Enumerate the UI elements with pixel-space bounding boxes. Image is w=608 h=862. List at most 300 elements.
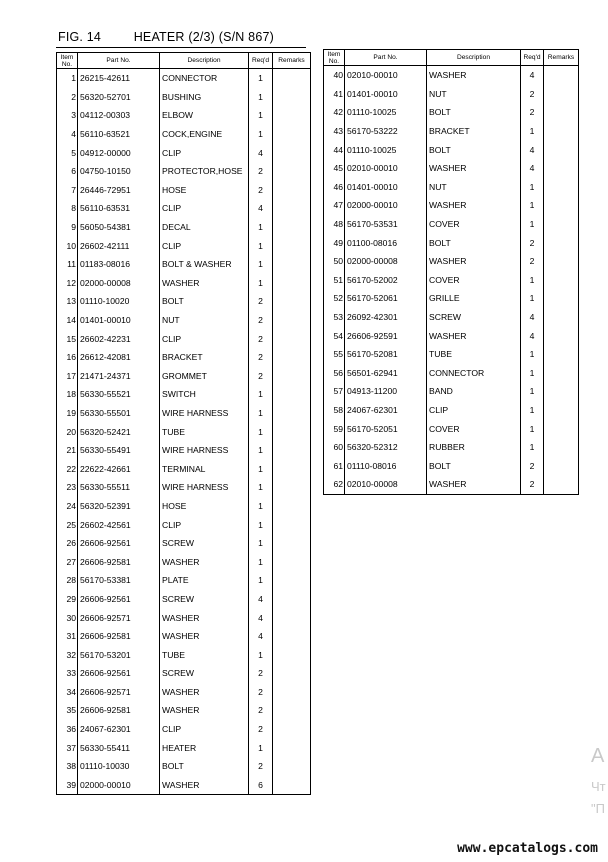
quantity-required: 1 (521, 438, 544, 457)
quantity-required: 1 (249, 218, 273, 237)
item-number: 7 (57, 181, 78, 200)
item-number: 30 (57, 608, 78, 627)
table-row (57, 459, 311, 478)
remarks-cell (273, 664, 311, 683)
item-number: 52 (324, 289, 345, 308)
part-number: 26446-72951 (78, 181, 160, 200)
table-row (57, 274, 311, 293)
item-number: 10 (57, 236, 78, 255)
table-header-row (324, 50, 579, 66)
table-row (324, 345, 579, 364)
part-description: BUSHING (160, 88, 249, 107)
table-row (57, 88, 311, 107)
item-number: 24 (57, 497, 78, 516)
remarks-cell (273, 143, 311, 162)
part-number: 01110-10025 (345, 140, 427, 159)
remarks-cell (273, 367, 311, 386)
watermark-text: Чт (591, 779, 606, 794)
item-number: 3 (57, 106, 78, 125)
part-number: 21471-24371 (78, 367, 160, 386)
remarks-cell (273, 683, 311, 702)
quantity-required: 2 (249, 162, 273, 181)
part-number: 56330-55491 (78, 441, 160, 460)
table-row (57, 478, 311, 497)
remarks-cell (544, 401, 579, 420)
table-row (324, 252, 579, 271)
part-description: COVER (427, 271, 521, 290)
quantity-required: 2 (249, 701, 273, 720)
part-number: 04112-00303 (78, 106, 160, 125)
quantity-required: 1 (249, 274, 273, 293)
remarks-cell (273, 385, 311, 404)
quantity-required: 2 (249, 181, 273, 200)
remarks-cell (544, 233, 579, 252)
part-description: TUBE (427, 345, 521, 364)
part-description: GROMMET (160, 367, 249, 386)
remarks-cell (544, 308, 579, 327)
part-description: WASHER (160, 683, 249, 702)
table-row (57, 701, 311, 720)
part-number: 56320-52391 (78, 497, 160, 516)
part-number: 56110-63521 (78, 125, 160, 144)
part-number: 56050-54381 (78, 218, 160, 237)
table-row (57, 738, 311, 757)
part-number: 56170-52051 (345, 419, 427, 438)
part-description: SCREW (427, 308, 521, 327)
item-number: 1 (57, 69, 78, 88)
col-header-remarks: Remarks (273, 53, 311, 69)
part-description: WASHER (427, 66, 521, 85)
item-number: 43 (324, 122, 345, 141)
part-number: 02010-00010 (345, 159, 427, 178)
col-header-reqd: Req'd (521, 50, 544, 66)
remarks-cell (273, 478, 311, 497)
quantity-required: 2 (249, 329, 273, 348)
remarks-cell (544, 345, 579, 364)
part-description: TERMINAL (160, 459, 249, 478)
part-description: BOLT & WASHER (160, 255, 249, 274)
part-description: WASHER (427, 252, 521, 271)
remarks-cell (273, 236, 311, 255)
quantity-required: 4 (249, 608, 273, 627)
quantity-required: 1 (249, 125, 273, 144)
part-number: 04912-00000 (78, 143, 160, 162)
part-description: CLIP (160, 236, 249, 255)
part-description: BOLT (160, 757, 249, 776)
quantity-required: 1 (521, 382, 544, 401)
remarks-cell (273, 255, 311, 274)
part-number: 56320-52312 (345, 438, 427, 457)
table-row (57, 348, 311, 367)
part-description: WASHER (427, 475, 521, 494)
item-number: 26 (57, 534, 78, 553)
part-number: 26602-42561 (78, 515, 160, 534)
footer-website-link[interactable]: www.epcatalogs.com (457, 841, 598, 856)
part-description: WASHER (427, 196, 521, 215)
remarks-cell (544, 178, 579, 197)
part-number: 56170-52061 (345, 289, 427, 308)
part-number: 26602-42111 (78, 236, 160, 255)
part-number: 56330-55411 (78, 738, 160, 757)
part-number: 26606-92591 (345, 326, 427, 345)
quantity-required: 1 (249, 404, 273, 423)
item-number: 60 (324, 438, 345, 457)
col-header-reqd: Req'd (249, 53, 273, 69)
item-number: 12 (57, 274, 78, 293)
part-number: 26606-92561 (78, 534, 160, 553)
quantity-required: 1 (249, 478, 273, 497)
part-description: BRACKET (427, 122, 521, 141)
quantity-required: 2 (249, 348, 273, 367)
remarks-cell (273, 608, 311, 627)
part-number: 01401-00010 (345, 85, 427, 104)
remarks-cell (273, 218, 311, 237)
remarks-cell (273, 627, 311, 646)
remarks-cell (273, 125, 311, 144)
part-number: 56330-55501 (78, 404, 160, 423)
part-description: WIRE HARNESS (160, 478, 249, 497)
part-description: ELBOW (160, 106, 249, 125)
table-row (324, 196, 579, 215)
table-row (57, 162, 311, 181)
parts-table-left (56, 52, 311, 795)
remarks-cell (273, 552, 311, 571)
item-number: 16 (57, 348, 78, 367)
quantity-required: 1 (249, 422, 273, 441)
part-description: WASHER (160, 627, 249, 646)
quantity-required: 1 (521, 364, 544, 383)
table-row (324, 289, 579, 308)
page-header (58, 30, 274, 44)
quantity-required: 6 (249, 776, 273, 795)
part-number: 01183-08016 (78, 255, 160, 274)
part-description: WASHER (160, 274, 249, 293)
item-number: 58 (324, 401, 345, 420)
part-number: 01401-00010 (345, 178, 427, 197)
quantity-required: 1 (249, 255, 273, 274)
item-number: 38 (57, 757, 78, 776)
table-row (324, 308, 579, 327)
remarks-cell (273, 329, 311, 348)
table-row (57, 311, 311, 330)
table-row (324, 382, 579, 401)
item-number: 14 (57, 311, 78, 330)
part-number: 56320-52421 (78, 422, 160, 441)
table-row (324, 85, 579, 104)
part-description: CLIP (427, 401, 521, 420)
part-description: CLIP (160, 515, 249, 534)
item-number: 39 (57, 776, 78, 795)
part-number: 01110-08016 (345, 456, 427, 475)
part-number: 26606-92581 (78, 627, 160, 646)
remarks-cell (544, 85, 579, 104)
col-header-part-no: Part No. (78, 53, 160, 69)
part-number: 02000-00008 (78, 274, 160, 293)
table-row (57, 255, 311, 274)
item-number: 55 (324, 345, 345, 364)
table-row (57, 534, 311, 553)
table-row (57, 683, 311, 702)
part-description: COCK,ENGINE (160, 125, 249, 144)
parts-table-right-body (324, 66, 579, 495)
col-header-description: Description (427, 50, 521, 66)
quantity-required: 2 (521, 475, 544, 494)
remarks-cell (544, 140, 579, 159)
quantity-required: 1 (249, 571, 273, 590)
table-row (324, 364, 579, 383)
quantity-required: 4 (521, 159, 544, 178)
quantity-required: 2 (249, 720, 273, 739)
table-row (324, 456, 579, 475)
item-number: 57 (324, 382, 345, 401)
quantity-required: 4 (521, 308, 544, 327)
quantity-required: 2 (249, 367, 273, 386)
part-description: WIRE HARNESS (160, 441, 249, 460)
part-description: PLATE (160, 571, 249, 590)
part-description: HOSE (160, 497, 249, 516)
remarks-cell (544, 475, 579, 494)
part-description: NUT (427, 85, 521, 104)
quantity-required: 1 (521, 178, 544, 197)
part-number: 02000-00010 (345, 196, 427, 215)
part-number: 56330-55511 (78, 478, 160, 497)
quantity-required: 2 (521, 252, 544, 271)
item-number: 2 (57, 88, 78, 107)
item-number: 50 (324, 252, 345, 271)
part-number: 56170-53381 (78, 571, 160, 590)
quantity-required: 4 (521, 66, 544, 85)
part-number: 01401-00010 (78, 311, 160, 330)
part-number: 26092-42301 (345, 308, 427, 327)
remarks-cell (544, 103, 579, 122)
item-number: 25 (57, 515, 78, 534)
item-number: 11 (57, 255, 78, 274)
item-number: 18 (57, 385, 78, 404)
table-row (324, 326, 579, 345)
table-row (57, 590, 311, 609)
quantity-required: 1 (521, 271, 544, 290)
remarks-cell (273, 88, 311, 107)
part-description: BRACKET (160, 348, 249, 367)
item-number: 29 (57, 590, 78, 609)
quantity-required: 4 (249, 199, 273, 218)
table-row (324, 215, 579, 234)
remarks-cell (544, 419, 579, 438)
part-description: SWITCH (160, 385, 249, 404)
part-description: CLIP (160, 720, 249, 739)
remarks-cell (273, 199, 311, 218)
part-number: 26606-92571 (78, 683, 160, 702)
part-description: CONNECTOR (427, 364, 521, 383)
part-number: 01100-08016 (345, 233, 427, 252)
item-number: 32 (57, 645, 78, 664)
quantity-required: 2 (521, 233, 544, 252)
table-row (57, 125, 311, 144)
item-number: 17 (57, 367, 78, 386)
table-row (57, 385, 311, 404)
part-number: 26602-42231 (78, 329, 160, 348)
col-header-remarks: Remarks (544, 50, 579, 66)
table-row (57, 776, 311, 795)
part-number: 56110-63531 (78, 199, 160, 218)
quantity-required: 1 (521, 345, 544, 364)
remarks-cell (273, 515, 311, 534)
quantity-required: 1 (521, 419, 544, 438)
remarks-cell (544, 252, 579, 271)
part-description: BOLT (160, 292, 249, 311)
item-number: 51 (324, 271, 345, 290)
quantity-required: 1 (249, 515, 273, 534)
remarks-cell (273, 534, 311, 553)
quantity-required: 1 (249, 69, 273, 88)
remarks-cell (544, 66, 579, 85)
part-description: WASHER (427, 326, 521, 345)
remarks-cell (273, 404, 311, 423)
table-row (324, 438, 579, 457)
remarks-cell (273, 645, 311, 664)
remarks-cell (273, 776, 311, 795)
remarks-cell (273, 162, 311, 181)
part-number: 22622-42661 (78, 459, 160, 478)
item-number: 28 (57, 571, 78, 590)
parts-table-left-body (57, 69, 311, 795)
part-description: NUT (160, 311, 249, 330)
part-description: BAND (427, 382, 521, 401)
quantity-required: 2 (249, 292, 273, 311)
item-number: 48 (324, 215, 345, 234)
item-number: 5 (57, 143, 78, 162)
table-row (324, 140, 579, 159)
part-description: TUBE (160, 422, 249, 441)
item-number: 35 (57, 701, 78, 720)
part-description: BOLT (427, 140, 521, 159)
table-row (324, 401, 579, 420)
part-description: SCREW (160, 590, 249, 609)
quantity-required: 1 (249, 106, 273, 125)
figure-number: FIG. 14 (58, 30, 102, 44)
part-number: 26606-92581 (78, 701, 160, 720)
item-number: 19 (57, 404, 78, 423)
quantity-required: 4 (521, 140, 544, 159)
item-number: 31 (57, 627, 78, 646)
table-row (57, 664, 311, 683)
remarks-cell (544, 215, 579, 234)
part-number: 02010-00008 (345, 475, 427, 494)
remarks-cell (273, 738, 311, 757)
part-description: SCREW (160, 664, 249, 683)
part-description: COVER (427, 215, 521, 234)
table-row (57, 497, 311, 516)
part-number: 56170-52002 (345, 271, 427, 290)
part-description: WASHER (160, 552, 249, 571)
part-number: 24067-62301 (345, 401, 427, 420)
item-number: 46 (324, 178, 345, 197)
quantity-required: 1 (521, 289, 544, 308)
part-number: 56501-62941 (345, 364, 427, 383)
table-row (324, 66, 579, 85)
quantity-required: 4 (249, 143, 273, 162)
remarks-cell (273, 571, 311, 590)
remarks-cell (544, 271, 579, 290)
table-row (57, 627, 311, 646)
part-number: 26606-92561 (78, 664, 160, 683)
part-description: HEATER (160, 738, 249, 757)
remarks-cell (544, 326, 579, 345)
table-row (57, 441, 311, 460)
table-row (57, 106, 311, 125)
item-number: 37 (57, 738, 78, 757)
quantity-required: 1 (249, 88, 273, 107)
part-description: WASHER (160, 608, 249, 627)
quantity-required: 2 (521, 85, 544, 104)
remarks-cell (544, 382, 579, 401)
quantity-required: 1 (521, 196, 544, 215)
quantity-required: 1 (249, 236, 273, 255)
quantity-required: 1 (521, 215, 544, 234)
part-number: 26606-92581 (78, 552, 160, 571)
remarks-cell (544, 159, 579, 178)
item-number: 27 (57, 552, 78, 571)
parts-table-right (323, 49, 579, 495)
remarks-cell (273, 701, 311, 720)
part-description: PROTECTOR,HOSE (160, 162, 249, 181)
table-row (57, 552, 311, 571)
remarks-cell (273, 69, 311, 88)
quantity-required: 2 (249, 683, 273, 702)
remarks-cell (544, 438, 579, 457)
part-description: CLIP (160, 329, 249, 348)
part-number: 56170-53222 (345, 122, 427, 141)
remarks-cell (544, 364, 579, 383)
quantity-required: 1 (521, 122, 544, 141)
col-header-part-no: Part No. (345, 50, 427, 66)
part-number: 04913-11200 (345, 382, 427, 401)
table-row (324, 159, 579, 178)
part-description: GRILLE (427, 289, 521, 308)
table-row (57, 404, 311, 423)
table-row (324, 271, 579, 290)
quantity-required: 1 (249, 441, 273, 460)
item-number: 41 (324, 85, 345, 104)
part-number: 01110-10020 (78, 292, 160, 311)
table-row (57, 292, 311, 311)
quantity-required: 1 (249, 738, 273, 757)
quantity-required: 4 (249, 627, 273, 646)
item-number: 9 (57, 218, 78, 237)
remarks-cell (544, 289, 579, 308)
table-row (57, 329, 311, 348)
remarks-cell (544, 196, 579, 215)
remarks-cell (273, 590, 311, 609)
item-number: 23 (57, 478, 78, 497)
col-header-item: Item No. (324, 50, 345, 66)
item-number: 56 (324, 364, 345, 383)
quantity-required: 2 (249, 664, 273, 683)
table-row (57, 757, 311, 776)
item-number: 47 (324, 196, 345, 215)
part-description: COVER (427, 419, 521, 438)
part-number: 01110-10030 (78, 757, 160, 776)
header-underline (56, 47, 306, 48)
remarks-cell (273, 422, 311, 441)
part-description: BOLT (427, 233, 521, 252)
part-number: 56330-55521 (78, 385, 160, 404)
table-header-row (57, 53, 311, 69)
item-number: 13 (57, 292, 78, 311)
item-number: 34 (57, 683, 78, 702)
remarks-cell (544, 122, 579, 141)
item-number: 8 (57, 199, 78, 218)
